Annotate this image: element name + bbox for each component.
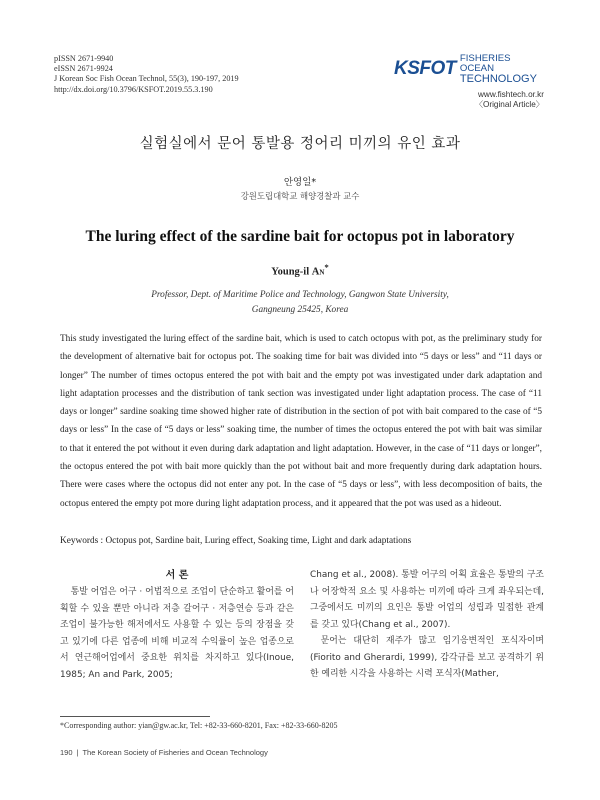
journal-logo <box>394 54 544 110</box>
citation: J Korean Soc Fish Ocean Technol, 55(3), 190-197, 2019 <box>54 74 239 84</box>
footer-separator: | <box>76 748 79 757</box>
page-number: 190 <box>60 748 73 757</box>
eissn: eISSN 2671-9924 <box>54 64 113 74</box>
society-name: The Korean Society of Fisheries and Ocean Technology <box>82 748 268 757</box>
article-type: 〈Original Article〉 <box>474 100 544 109</box>
pissn: pISSN 2671-9940 <box>54 54 114 63</box>
journal-url[interactable]: www.fishtech.or.kr <box>478 90 544 99</box>
body-right-paragraph-1: Chang et al., 2008). 통발 어구의 어획 효율은 통발의 구조나 어장학적 요소 및 사용하는 미끼에 따라 크게 좌우되는데, 그중에서도 미끼의 요인은 통발 어업의 성립과 밀접한 관계를 갖고 있다(Chang et al., 2007). <box>310 570 544 630</box>
author-first-name: Young-il <box>271 266 312 278</box>
body-left-column: 통발 어업은 어구 · 어법적으로 조업이 단순하고 활어를 어획할 수 있을 뿐만 아니라 저층 갈어구 · 저층연승 등과 같은 조업이 불가능한 해저에서도 사용할 수 있는 등의 장점을 갖고 있기에 다른 업종에 비해 비교적 수익률이 높은 업종으로서 연근해어업에서 중요한 위치를 차지하고 있다(Inoue, 1985; An and Park, 2005; <box>60 587 294 680</box>
footnote-divider <box>60 716 210 717</box>
logo-line-1: FISHERIES OCEAN <box>459 53 511 74</box>
english-title: The luring effect of the sardine bait for octopus pot in laboratory <box>85 228 515 245</box>
keywords: Keywords : Octopus pot, Sardine bait, Luring effect, Soaking time, Light and dark adaptations <box>60 536 412 546</box>
doi-link[interactable]: http://dx.doi.org/10.3796/KSFOT.2019.55.3.190 <box>54 84 213 94</box>
section-heading-introduction: 서 론 <box>165 570 189 581</box>
korean-affiliation: 강원도립대학교 해양경찰과 교수 <box>240 191 360 201</box>
corresponding-author-footnote: *Corresponding author: yian@gw.ac.kr, Tel: +82-33-660-8201, Fax: +82-33-660-8205 <box>60 721 338 730</box>
affiliation-line-1: Professor, Dept. of Maritime Police and Technology, Gangwon State University, <box>151 290 449 300</box>
english-affiliation <box>110 288 490 318</box>
page-footer <box>60 748 268 757</box>
english-author <box>0 262 600 278</box>
affiliation-line-2: Gangneung 25425, Korea <box>251 305 349 315</box>
ksfot-logo-mark: KSFOT <box>394 58 456 79</box>
abstract: This study investigated the luring effect of the sardine bait, which is used to catch octopus with pot, as the preliminary study for the development of alternative bait for octopus pot. The soaking time for bait was divided into “5 days or less” and “11 days or longer” The number of times octopus entered the pot with bait and the empty pot was investigated under dark adaptation and light adaptation processes and the distribution of tank section was investigated under light adaptation process. The case of “11 days or longer” sardine soaking time showed higher rate of distribution in the section of pot with bait compared to the case of “5 days or less” In the case of “5 days or less” soaking time, the number of times the octopus entered the pot with bait was similar to that it entered the pot without it even during dark adaptation and light adaptation. However, in the case of “11 days or longer”, the octopus entered the pot with bait more quickly than the pot without bait and more frequently during dark adaptation hours. There were cases where the octopus did not enter any pot. In the case of “5 days or less”, with less decomposition of baits, the octopus entered the empty pot more during light adaptation process, and it appeared that the pot was used as a hideout. <box>60 334 542 509</box>
logo-line-2: TECHNOLOGY <box>459 73 537 85</box>
body-right-paragraph-2: 문어는 대단히 재주가 많고 임기응변적인 포식자이며(Fiorito and Gherardi, 1999), 감각규를 보고 공격하기 위한 예리한 시각을 사용하는 시력 포식자(Mather, <box>310 636 544 680</box>
korean-title: 실험실에서 문어 통발용 정어리 미끼의 유인 효과 <box>139 136 461 152</box>
journal-meta <box>54 54 239 95</box>
logo-wordmark <box>460 54 544 84</box>
author-surname: An <box>311 266 325 278</box>
corresponding-mark: * <box>324 262 329 272</box>
korean-author: 안영일* <box>283 177 317 188</box>
